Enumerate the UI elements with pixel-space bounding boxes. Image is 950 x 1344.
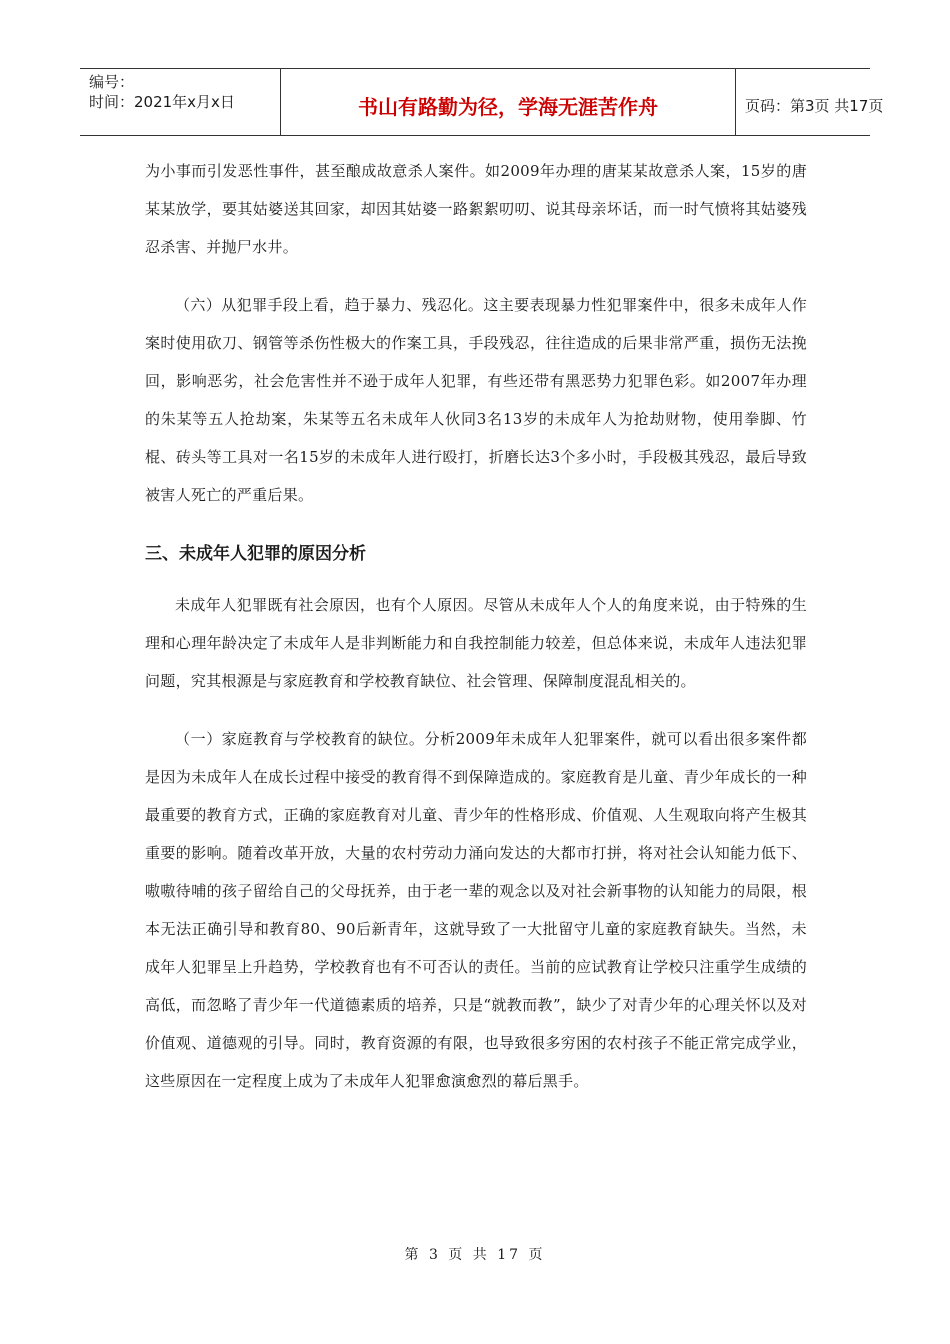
body-paragraph: （六）从犯罪手段上看，趋于暴力、残忍化。这主要表现暴力性犯罪案件中，很多未成年人作案时使用砍刀、钢管等杀伤性极大的作案工具，手段残忍，往往造成的后果非常严重，损伤无法挽回，影响恶劣，社会危害性并不逊于成年人犯罪，有些还带有黑恶势力犯罪色彩。如2007年办理的朱某等五人抢劫案，朱某等五名未成年人伙同3名13岁的未成年人为抢劫财物，使用拳脚、竹棍、砖头等工具对一名15岁的未成年人进行殴打，折磨长达3个多小时，手段极其残忍，最后导致被害人死亡的严重后果。 <box>145 296 807 504</box>
section-heading: 三、未成年人犯罪的原因分析 <box>145 544 366 564</box>
page-header-table <box>80 68 884 136</box>
body-paragraph: （一）家庭教育与学校教育的缺位。分析2009年未成年人犯罪案件，就可以看出很多案件都是因为未成年人在成长过程中接受的教育得不到保障造成的。家庭教育是儿童、青少年成长的一种最重要的教育方式，正确的家庭教育对儿童、青少年的性格形成、价值观、人生观取向将产生极其重要的影响。随着改革开放，大量的农村劳动力涌向发达的大都市打拼，将对社会认知能力低下、嗷嗷待哺的孩子留给自己的父母抚养，由于老一辈的观念以及对社会新事物的认知能力的局限，根本无法正确引导和教育80、90后新青年，这就导致了一大批留守儿童的家庭教育缺失。当然，未成年人犯罪呈上升趋势，学校教育也有不可否认的责任。当前的应试教育让学校只注重学生成绩的高低，而忽略了青少年一代道德素质的培养，只是“就教而教”，缺少了对青少年的心理关怀以及对价值观、道德观的引导。同时，教育资源的有限，也导致很多穷困的农村孩子不能正常完成学业，这些原因在一定程度上成为了未成年人犯罪愈演愈烈的幕后黑手。 <box>145 730 807 1090</box>
document-number-label: 编号： <box>89 73 135 91</box>
header-motto: 书山有路勤为径，学海无涯苦作舟 <box>281 69 736 135</box>
page-footer: 第 3 页 共 17 页 <box>404 1247 546 1263</box>
document-body <box>145 152 807 1100</box>
body-paragraph: 未成年人犯罪既有社会原因，也有个人原因。尽管从未成年人个人的角度来说，由于特殊的生理和心理年龄决定了未成年人是非判断能力和自我控制能力较差，但总体来说，未成年人违法犯罪问题，究其根源是与家庭教育和学校教育缺位、社会管理、保障制度混乱相关的。 <box>145 596 807 690</box>
document-date-label: 时间：2021年x月x日 <box>89 93 235 111</box>
header-meta-cell <box>80 69 281 135</box>
body-paragraph: 为小事而引发恶性事件，甚至酿成故意杀人案件。如2009年办理的唐某某故意杀人案，15岁的唐某某放学，要其姑婆送其回家，却因其姑婆一路絮絮叨叨、说其母亲坏话，而一时气愤将其姑婆残忍杀害、并抛尸水井。 <box>145 162 807 256</box>
header-page-number: 页码：第3页 共17页 <box>745 96 884 115</box>
